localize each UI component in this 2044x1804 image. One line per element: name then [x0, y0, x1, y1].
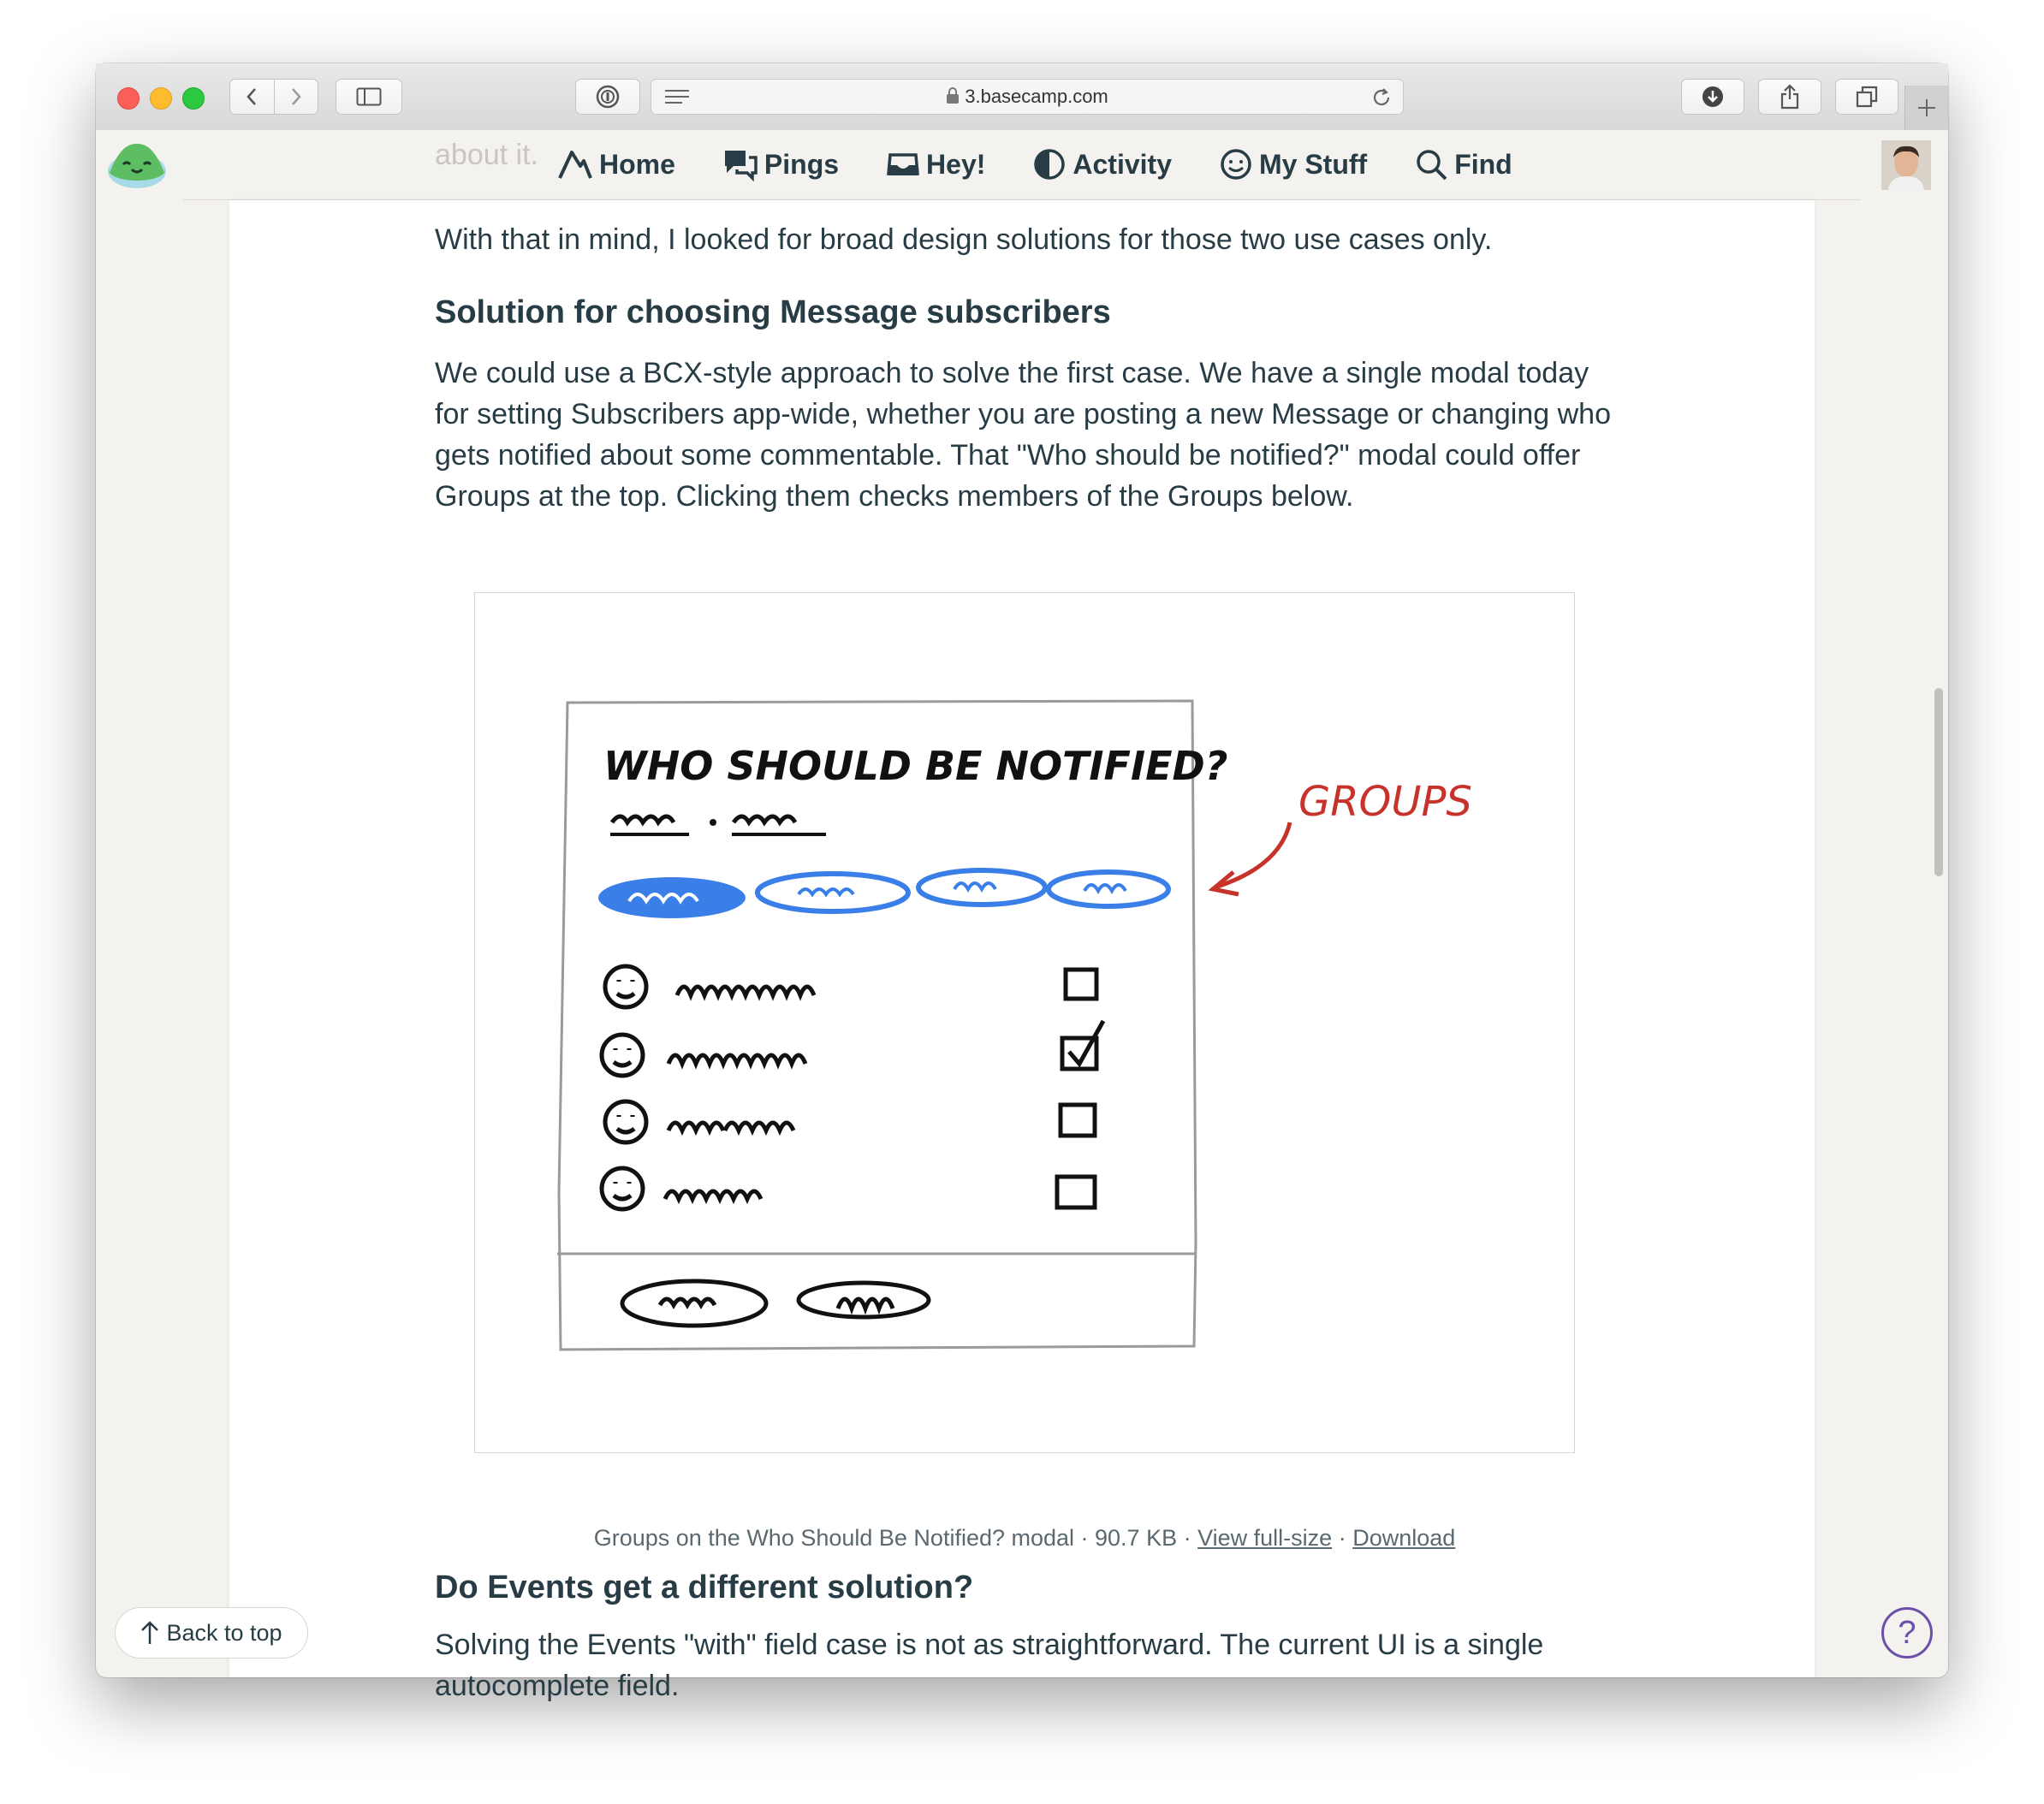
- zoom-window-button[interactable]: [182, 87, 205, 110]
- password-manager-icon: [595, 84, 621, 110]
- minimize-window-button[interactable]: [150, 87, 172, 110]
- url-label: 3.basecamp.com: [965, 86, 1108, 107]
- view-full-size-link[interactable]: View full-size: [1197, 1525, 1333, 1551]
- lock-icon: [946, 87, 960, 104]
- nav-hey[interactable]: [887, 149, 985, 181]
- close-window-button[interactable]: [117, 87, 140, 110]
- downloads-button[interactable]: [1681, 79, 1744, 115]
- help-button[interactable]: [1881, 1607, 1933, 1659]
- sketch-title: WHO SHOULD BE NOTIFIED?: [603, 743, 1228, 789]
- nav-activity-label: Activity: [1073, 148, 1172, 180]
- nav-find[interactable]: [1415, 148, 1512, 181]
- pings-icon: [723, 149, 758, 180]
- nav-my-stuff-label: My Stuff: [1258, 148, 1368, 180]
- avatar-photo-icon: [1881, 140, 1931, 190]
- section-heading-events: Do Events get a different solution?: [435, 1570, 974, 1605]
- caption-text: Groups on the Who Should Be Notified? modal · 90.7 KB ·: [593, 1525, 1191, 1551]
- nav-find-label: Find: [1454, 148, 1512, 180]
- nav-hey-label: Hey!: [926, 148, 986, 180]
- page-scrollbar[interactable]: [1934, 688, 1943, 876]
- my-stuff-icon: [1220, 148, 1252, 181]
- help-icon: ?: [1898, 1614, 1916, 1651]
- back-to-top-label: Back to top: [166, 1619, 282, 1646]
- search-icon: [1415, 148, 1447, 181]
- share-icon: [1780, 84, 1800, 110]
- nav-pings[interactable]: [723, 149, 839, 181]
- sidebar-toggle-button[interactable]: [336, 79, 402, 115]
- tabs-overview-button[interactable]: [1835, 79, 1898, 115]
- nav-home-label: Home: [599, 148, 675, 180]
- nav-home[interactable]: [558, 149, 675, 181]
- user-avatar[interactable]: [1881, 140, 1931, 190]
- address-bar[interactable]: [651, 79, 1404, 115]
- main-nav: [558, 130, 1560, 199]
- chevron-left-icon: [246, 87, 258, 106]
- nav-my-stuff[interactable]: [1220, 148, 1367, 181]
- download-icon: [1701, 85, 1725, 109]
- nav-pings-label: Pings: [764, 148, 840, 180]
- basecamp-logo-icon[interactable]: [106, 135, 168, 190]
- app-header: [96, 130, 1948, 200]
- plus-icon: [1917, 98, 1936, 117]
- browser-toolbar: [96, 63, 1948, 131]
- subscribers-paragraph: We could use a BCX-style approach to solve the first case. We have a single modal today for setting Subscribers app-wide, whether you are posting a new Message or changing who gets notified about some commentable. That "Who should be notified?" modal could offer Groups at the top. Clicking them checks members of the Groups below.: [435, 357, 1611, 513]
- back-button[interactable]: [230, 80, 275, 114]
- share-button[interactable]: [1758, 79, 1821, 115]
- reload-icon[interactable]: [1370, 86, 1393, 109]
- forward-button[interactable]: [275, 80, 318, 114]
- events-paragraph: Solving the Events "with" field case is not as straightforward. The current UI is a single autocomplete field.: [435, 1629, 1544, 1702]
- image-caption: [474, 1525, 1575, 1552]
- scrolled-text-fragment: about it.: [435, 139, 538, 171]
- home-icon: [558, 149, 592, 180]
- activity-icon: [1033, 148, 1066, 181]
- nav-activity[interactable]: [1033, 148, 1172, 181]
- url-text: [651, 80, 1403, 114]
- intro-paragraph: With that in mind, I looked for broad design solutions for those two use cases only.: [435, 223, 1493, 256]
- browser-window: [96, 63, 1948, 1702]
- sketch-image[interactable]: [474, 592, 1575, 1453]
- wireframe-sketch: [475, 593, 1574, 1452]
- sketch-annotation: GROUPS: [1298, 778, 1472, 826]
- back-to-top-button[interactable]: [115, 1607, 308, 1659]
- section-heading-subscribers: Solution for choosing Message subscribers: [435, 294, 1111, 330]
- password-manager-button[interactable]: [575, 79, 640, 115]
- chevron-right-icon: [290, 87, 302, 106]
- download-link[interactable]: Download: [1352, 1525, 1456, 1551]
- tabs-icon: [1856, 86, 1878, 108]
- hey-icon: [887, 150, 919, 179]
- new-tab-button[interactable]: [1904, 86, 1948, 130]
- caption-separator: ·: [1338, 1525, 1346, 1551]
- arrow-up-icon: [140, 1620, 159, 1646]
- document-page: [229, 200, 1815, 1702]
- sidebar-icon: [356, 87, 382, 106]
- history-nav: [229, 79, 318, 115]
